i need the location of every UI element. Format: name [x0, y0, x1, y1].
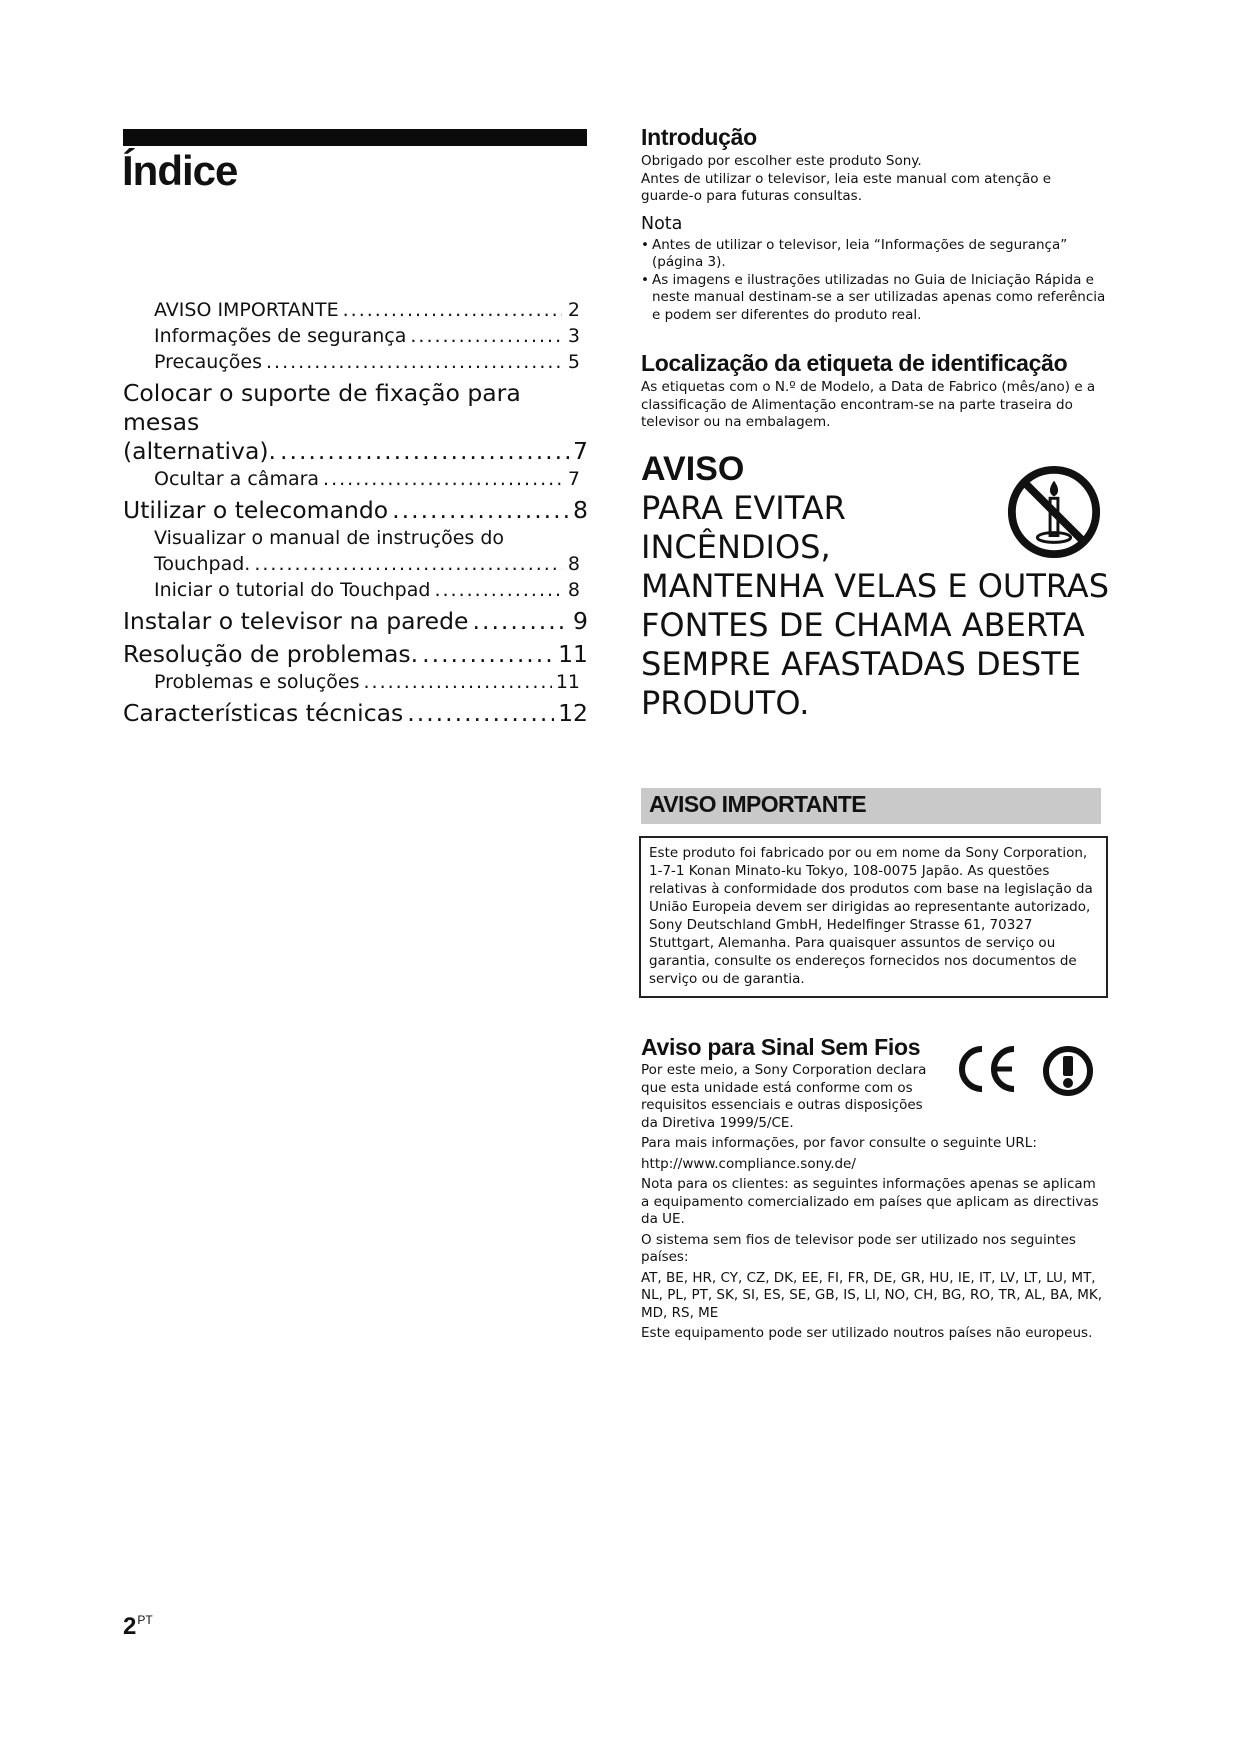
toc-title: Índice [122, 147, 238, 194]
no-open-flame-icon [1005, 463, 1103, 561]
intro-paragraph: Antes de utilizar o televisor, leia este manual com atenção e guarde-o para futuras consultas. [641, 170, 1052, 205]
toc-entry[interactable] [123, 607, 588, 636]
toc-entry-label: Precauções [154, 351, 262, 373]
note-title: Nota [641, 213, 683, 234]
toc-entry-page: 7 [567, 468, 580, 490]
toc-entry[interactable] [123, 699, 588, 728]
wireless-paragraph: Este equipamento pode ser utilizado noutros países não europeus. [641, 1325, 1093, 1342]
toc-entry-page: 8 [567, 579, 580, 601]
toc-entry-label: Resolução de problemas. [123, 640, 419, 668]
toc-entry-label: Ocultar a câmara [154, 468, 320, 490]
intro-section [641, 124, 1106, 324]
warning-line: FONTES DE CHAMA ABERTA [641, 606, 1085, 644]
important-notice-title: AVISO IMPORTANTE [649, 791, 866, 817]
wireless-notice-title: Aviso para Sinal Sem Fios [641, 1034, 921, 1060]
intro-title: Introdução [641, 124, 757, 150]
toc-entry-label-line1: Colocar o suporte de fixação para mesas [123, 379, 521, 436]
wireless-paragraph: O sistema sem fios de televisor pode ser utilizado nos seguintes países: [641, 1231, 1076, 1266]
alert-class-2-icon [1042, 1045, 1094, 1097]
toc-entry-page: 3 [567, 325, 580, 347]
toc-entry-page: 8 [567, 553, 580, 575]
note-bullet: • Antes de utilizar o televisor, leia “Informações de segurança” (página 3). [641, 237, 1106, 272]
toc-title-bar [123, 129, 587, 146]
toc-entry[interactable] [123, 379, 588, 466]
toc-entry-label-line1: Visualizar o manual de instruções do [154, 527, 505, 549]
important-notice-text: Este produto foi fabricado por ou em nome da Sony Corporation, 1-7-1 Konan Minato-ku Tokyo, 108-0075 Japão. As questões relativas à conformidade dos produtos com base na legislação da União Europeia devem ser dirigidas ao representante autorizado, Sony Deutschland GmbH, Hedelfinger Strasse 61, 70327 Stuttgart, Alemanha. Para quaisquer assuntos de serviço ou garantia, consulte os endereços fornecidos nos documentos de serviço ou de garantia. [649, 845, 1093, 987]
toc-entry-page: 2 [567, 299, 580, 321]
toc-entry-page: 11 [555, 671, 580, 693]
toc-entry[interactable] [123, 577, 588, 603]
toc-entry-label: Problemas e soluções [154, 671, 360, 693]
note-bullet: • As imagens e ilustrações utilizadas no Guia de Iniciação Rápida e neste manual destinam-se a ser utilizadas apenas como referência e podem ser diferentes do produto real. [641, 272, 1106, 325]
label-location-text: As etiquetas com o N.º de Modelo, a Data de Fabrico (mês/ano) e a classificação de Alimentação encontram-se na parte traseira do televisor ou na embalagem. [641, 379, 1096, 431]
wireless-notice-section [641, 1034, 1106, 1346]
toc-entry[interactable] [123, 466, 588, 492]
important-notice-box [639, 836, 1108, 998]
toc-entry-label: AVISO IMPORTANTE [154, 299, 339, 321]
toc-entry-page: 5 [567, 351, 580, 373]
page-number: $2^{PT}$ [123, 1613, 153, 1640]
toc-entry[interactable] [123, 323, 588, 349]
ce-mark-icon [954, 1043, 1018, 1095]
toc-entry[interactable] [123, 496, 588, 525]
toc-entry[interactable] [123, 525, 588, 577]
toc-entry-label: Instalar o televisor na parede [123, 607, 469, 635]
wireless-paragraph: Nota para os clientes: as seguintes informações apenas se aplicam a equipamento comercializado em países que aplicam as directivas da UE. [641, 1176, 1099, 1228]
warning-line: INCÊNDIOS, [641, 528, 831, 566]
toc-entry[interactable] [123, 669, 588, 695]
warning-line: PARA EVITAR [641, 489, 846, 527]
wireless-paragraph: Por este meio, a Sony Corporation declara que esta unidade está conforme com os requisitos essenciais e outras disposições da Diretiva 1999/5/CE. [641, 1062, 927, 1131]
intro-paragraph: Obrigado por escolher este produto Sony. [641, 153, 922, 170]
toc-entry-label: Utilizar o telecomando [123, 496, 389, 524]
warning-title: AVISO [641, 450, 745, 488]
toc-entry-label: Iniciar o tutorial do Touchpad [154, 579, 431, 601]
toc-entry[interactable] [123, 297, 588, 323]
warning-line: MANTENHA VELAS E OUTRAS [641, 567, 1109, 605]
label-location-title: Localização da etiqueta de identificação [641, 350, 1068, 376]
toc-entry-label: Informações de segurança [154, 325, 407, 347]
toc-entry-label: (alternativa). [123, 437, 277, 465]
toc-entry-label: Touchpad. [154, 553, 251, 575]
warning-line: PRODUTO. [641, 684, 810, 722]
wireless-paragraph: Para mais informações, por favor consulte o seguinte URL: [641, 1135, 1037, 1152]
table-of-contents [123, 297, 588, 728]
language-code: PT [137, 1613, 153, 1627]
toc-entry-page: 9 [573, 607, 588, 635]
country-list: AT, BE, HR, CY, CZ, DK, EE, FI, FR, DE, GR, HU, IE, IT, LV, LT, LU, MT, NL, PL, PT, SK, SI, ES, SE, GB, IS, LI, NO, CH, BG, RO, TR, AL, BA, MK, MD, RS, ME [641, 1269, 1102, 1321]
label-location-section [641, 350, 1106, 432]
toc-entry-page: 12 [558, 699, 588, 727]
toc-entry[interactable] [123, 640, 588, 669]
compliance-url[interactable]: http://www.compliance.sony.de/ [641, 1155, 856, 1172]
toc-entry-page: 8 [573, 496, 588, 524]
warning-line: SEMPRE AFASTADAS DESTE [641, 645, 1081, 683]
toc-entry-page: 7 [573, 437, 588, 465]
toc-entry[interactable] [123, 349, 588, 375]
important-notice-banner [641, 788, 1101, 824]
toc-entry-page: 11 [558, 640, 588, 668]
toc-entry-label: Características técnicas [123, 699, 404, 727]
